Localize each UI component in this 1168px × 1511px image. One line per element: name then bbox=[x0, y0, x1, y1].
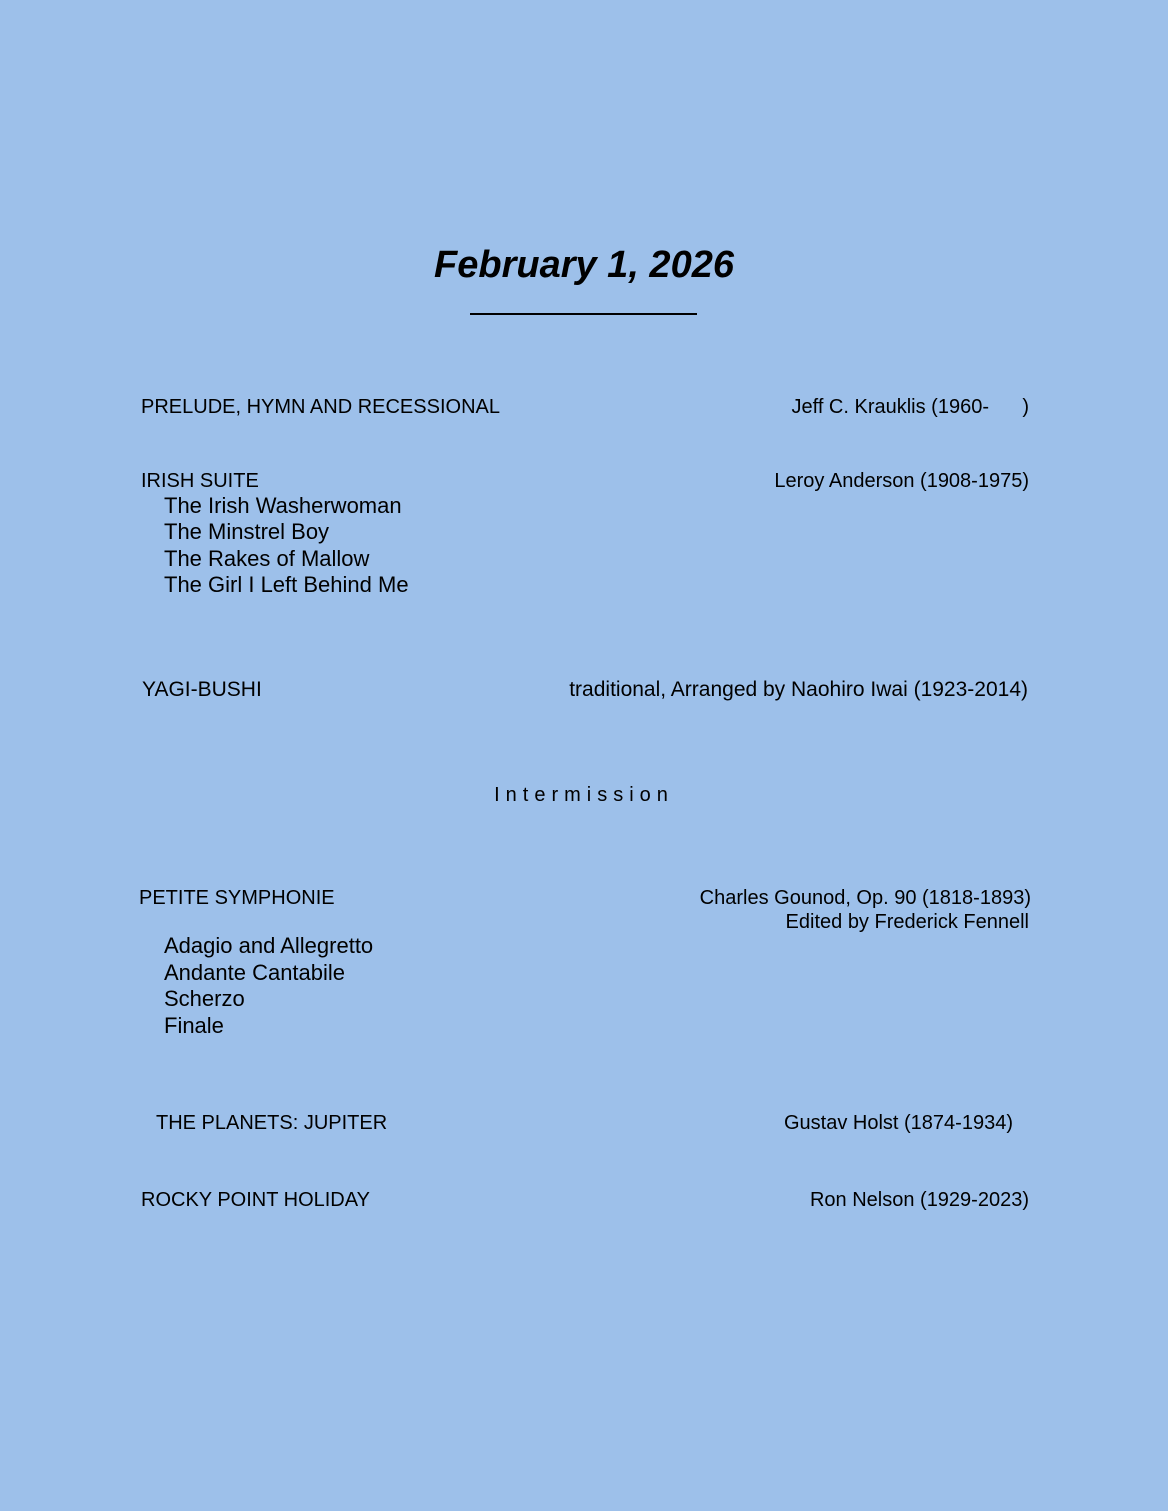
piece-title: YAGI-BUSHI bbox=[142, 678, 262, 701]
movement-item: The Minstrel Boy bbox=[164, 519, 330, 544]
intermission-label: Intermission bbox=[494, 784, 674, 806]
piece-composer: Gustav Holst (1874-1934) bbox=[783, 1112, 1013, 1134]
piece-composer: Jeff C. Krauklis (1960- ) bbox=[791, 396, 1029, 418]
movement-item: The Girl I Left Behind Me bbox=[164, 572, 409, 597]
concert-date-title: February 1, 2026 bbox=[434, 244, 734, 286]
piece-title: THE PLANETS: JUPITER bbox=[156, 1112, 388, 1134]
movement-item: Scherzo bbox=[164, 986, 245, 1011]
piece-composer: Ron Nelson (1929-2023) bbox=[809, 1189, 1029, 1211]
piece-composer: Charles Gounod, Op. 90 (1818-1893) bbox=[699, 887, 1031, 909]
piece-composer: traditional, Arranged by Naohiro Iwai (1923-2014) bbox=[569, 678, 1028, 701]
movement-item: Finale bbox=[164, 1013, 224, 1038]
movement-item: Andante Cantabile bbox=[164, 960, 346, 985]
movement-item: The Irish Washerwoman bbox=[164, 493, 402, 518]
piece-title: IRISH SUITE bbox=[141, 470, 259, 492]
piece-title: PETITE SYMPHONIE bbox=[139, 887, 335, 909]
title-divider bbox=[470, 313, 697, 315]
piece-title: PRELUDE, HYMN AND RECESSIONAL bbox=[141, 396, 500, 418]
movement-item: The Rakes of Mallow bbox=[164, 546, 370, 571]
piece-editor: Edited by Frederick Fennell bbox=[785, 911, 1029, 933]
piece-composer: Leroy Anderson (1908-1975) bbox=[774, 470, 1029, 492]
piece-title: ROCKY POINT HOLIDAY bbox=[141, 1189, 370, 1211]
movement-item: Adagio and Allegretto bbox=[164, 933, 374, 958]
